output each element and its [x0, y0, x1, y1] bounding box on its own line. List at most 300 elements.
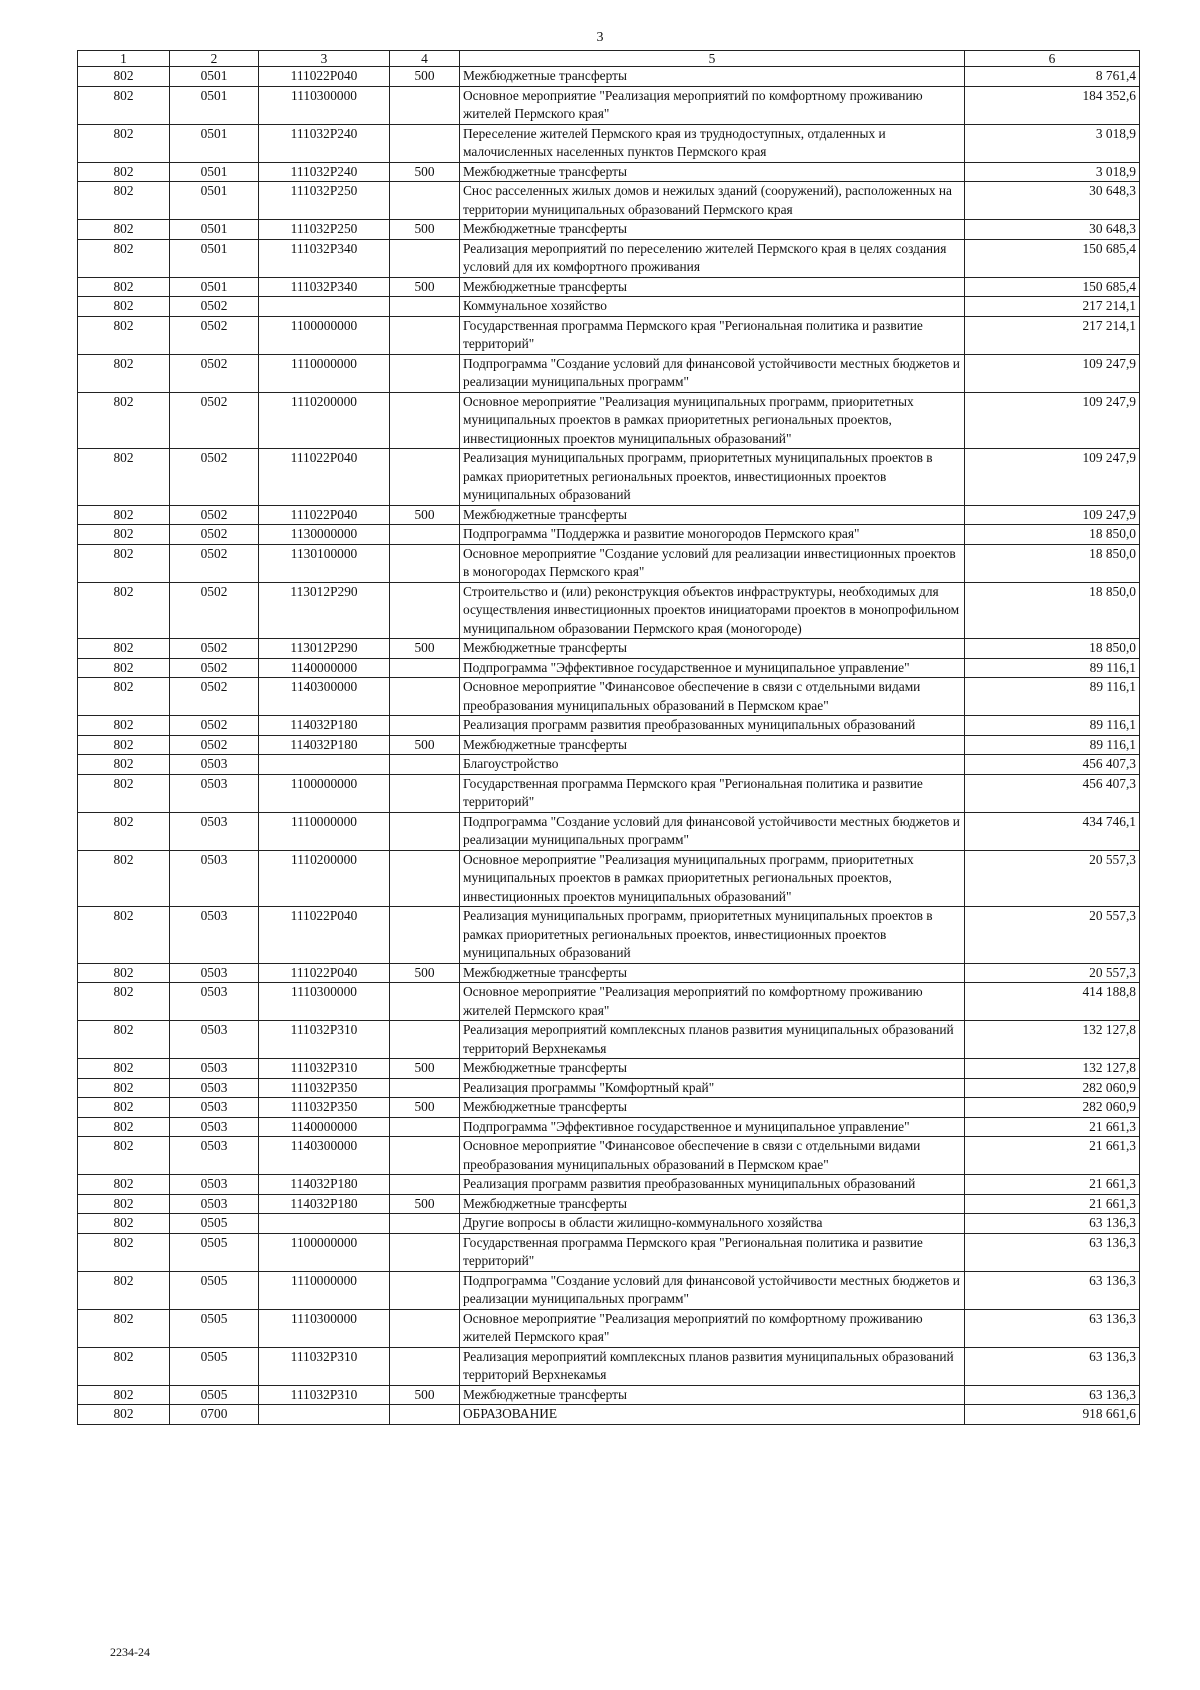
description-cell: Межбюджетные трансферты: [460, 963, 965, 983]
section-code-cell: 0505: [170, 1347, 259, 1385]
section-code-cell: 0502: [170, 678, 259, 716]
grbs-code-cell: 802: [78, 220, 170, 240]
expense-type-code-cell: 500: [390, 162, 460, 182]
expense-type-code-cell: [390, 1347, 460, 1385]
expense-type-code-cell: [390, 850, 460, 907]
table-row: [78, 525, 1140, 545]
expense-type-code-cell: [390, 582, 460, 639]
target-article-code-cell: 1140000000: [259, 658, 390, 678]
expense-type-code-cell: [390, 1078, 460, 1098]
section-code-cell: 0505: [170, 1385, 259, 1405]
expense-type-code-cell: [390, 1117, 460, 1137]
description-cell: Реализация программ развития преобразованных муниципальных образований: [460, 716, 965, 736]
grbs-code-cell: 802: [78, 1271, 170, 1309]
table-row: [78, 983, 1140, 1021]
expense-type-code-cell: [390, 544, 460, 582]
section-code-cell: 0505: [170, 1309, 259, 1347]
table-row: [78, 1194, 1140, 1214]
amount-cell: 3 018,9: [965, 124, 1140, 162]
section-code-cell: 0503: [170, 1098, 259, 1118]
grbs-code-cell: 802: [78, 1117, 170, 1137]
description-cell: Основное мероприятие "Реализация муниципальных программ, приоритетных муниципальных проектов в рамках приоритетных региональных проектов, инвестиционных проектов муниципальных образований": [460, 850, 965, 907]
expense-type-code-cell: [390, 1175, 460, 1195]
description-cell: Межбюджетные трансферты: [460, 1098, 965, 1118]
table-row: [78, 1233, 1140, 1271]
grbs-code-cell: 802: [78, 505, 170, 525]
expense-type-code-cell: [390, 678, 460, 716]
amount-cell: 132 127,8: [965, 1021, 1140, 1059]
grbs-code-cell: 802: [78, 449, 170, 506]
description-cell: Межбюджетные трансферты: [460, 277, 965, 297]
amount-cell: 8 761,4: [965, 67, 1140, 87]
expense-type-code-cell: 500: [390, 67, 460, 87]
target-article-code-cell: 1110000000: [259, 354, 390, 392]
expense-type-code-cell: [390, 297, 460, 317]
expense-type-code-cell: 500: [390, 1098, 460, 1118]
table-row: [78, 505, 1140, 525]
amount-cell: 21 661,3: [965, 1137, 1140, 1175]
grbs-code-cell: 802: [78, 1405, 170, 1425]
table-row: [78, 639, 1140, 659]
target-article-code-cell: 111032P350: [259, 1078, 390, 1098]
description-cell: Основное мероприятие "Реализация мероприятий по комфортному проживанию жителей Пермского края": [460, 983, 965, 1021]
target-article-code-cell: 111032P310: [259, 1385, 390, 1405]
amount-cell: 150 685,4: [965, 277, 1140, 297]
section-code-cell: 0501: [170, 86, 259, 124]
section-code-cell: 0501: [170, 124, 259, 162]
grbs-code-cell: 802: [78, 1385, 170, 1405]
expense-type-code-cell: [390, 1021, 460, 1059]
expense-type-code-cell: [390, 658, 460, 678]
table-row: [78, 1175, 1140, 1195]
target-article-code-cell: 111032P340: [259, 277, 390, 297]
expense-type-code-cell: [390, 239, 460, 277]
description-cell: Основное мероприятие "Финансовое обеспечение в связи с отдельными видами преобразования муниципальных образований в Пермском крае": [460, 1137, 965, 1175]
section-code-cell: 0503: [170, 1137, 259, 1175]
amount-cell: 89 116,1: [965, 658, 1140, 678]
section-code-cell: 0503: [170, 1175, 259, 1195]
grbs-code-cell: 802: [78, 1059, 170, 1079]
section-code-cell: 0502: [170, 505, 259, 525]
amount-cell: 63 136,3: [965, 1309, 1140, 1347]
description-cell: Строительство и (или) реконструкция объектов инфраструктуры, необходимых для осуществления инвестиционных проектов инициаторами проектов в монопрофильном муниципальном образовании Пермского края (моногороде): [460, 582, 965, 639]
target-article-code-cell: 114032P180: [259, 735, 390, 755]
amount-cell: 434 746,1: [965, 812, 1140, 850]
amount-cell: 132 127,8: [965, 1059, 1140, 1079]
section-code-cell: 0501: [170, 162, 259, 182]
amount-cell: 414 188,8: [965, 983, 1140, 1021]
amount-cell: 63 136,3: [965, 1214, 1140, 1234]
target-article-code-cell: 1140300000: [259, 678, 390, 716]
description-cell: Государственная программа Пермского края "Региональная политика и развитие территорий": [460, 774, 965, 812]
description-cell: Реализация мероприятий комплексных планов развития муниципальных образований территорий Верхнекамья: [460, 1347, 965, 1385]
target-article-code-cell: [259, 1214, 390, 1234]
amount-cell: 184 352,6: [965, 86, 1140, 124]
grbs-code-cell: 802: [78, 67, 170, 87]
table-row: [78, 1214, 1140, 1234]
table-row: [78, 1385, 1140, 1405]
description-cell: Подпрограмма "Создание условий для финансовой устойчивости местных бюджетов и реализации муниципальных программ": [460, 354, 965, 392]
description-cell: Основное мероприятие "Создание условий для реализации инвестиционных проектов в моногородах Пермского края": [460, 544, 965, 582]
amount-cell: 18 850,0: [965, 525, 1140, 545]
description-cell: Межбюджетные трансферты: [460, 1059, 965, 1079]
grbs-code-cell: 802: [78, 354, 170, 392]
target-article-code-cell: 111032P310: [259, 1347, 390, 1385]
target-article-code-cell: 114032P180: [259, 1194, 390, 1214]
section-code-cell: 0503: [170, 812, 259, 850]
target-article-code-cell: 111022P040: [259, 505, 390, 525]
target-article-code-cell: 111032P250: [259, 182, 390, 220]
amount-cell: 109 247,9: [965, 505, 1140, 525]
expense-type-code-cell: [390, 182, 460, 220]
section-code-cell: 0501: [170, 277, 259, 297]
description-cell: Реализация мероприятий по переселению жителей Пермского края в целях создания условий для их комфортного проживания: [460, 239, 965, 277]
grbs-code-cell: 802: [78, 755, 170, 775]
table-row: [78, 277, 1140, 297]
target-article-code-cell: 111032P350: [259, 1098, 390, 1118]
section-code-cell: 0505: [170, 1233, 259, 1271]
table-row: [78, 907, 1140, 964]
amount-cell: 63 136,3: [965, 1233, 1140, 1271]
description-cell: Межбюджетные трансферты: [460, 162, 965, 182]
target-article-code-cell: 113012P290: [259, 639, 390, 659]
section-code-cell: 0502: [170, 525, 259, 545]
amount-cell: 918 661,6: [965, 1405, 1140, 1425]
column-header-4: 4: [390, 51, 460, 67]
section-code-cell: 0502: [170, 658, 259, 678]
description-cell: Межбюджетные трансферты: [460, 735, 965, 755]
table-row: [78, 449, 1140, 506]
description-cell: Подпрограмма "Создание условий для финансовой устойчивости местных бюджетов и реализации муниципальных программ": [460, 812, 965, 850]
amount-cell: 89 116,1: [965, 716, 1140, 736]
target-article-code-cell: [259, 1405, 390, 1425]
target-article-code-cell: 111022P040: [259, 963, 390, 983]
grbs-code-cell: 802: [78, 678, 170, 716]
table-row: [78, 392, 1140, 449]
description-cell: Переселение жителей Пермского края из труднодоступных, отдаленных и малочисленных населенных пунктов Пермского края: [460, 124, 965, 162]
target-article-code-cell: 111032P250: [259, 220, 390, 240]
grbs-code-cell: 802: [78, 658, 170, 678]
description-cell: Межбюджетные трансферты: [460, 67, 965, 87]
expense-type-code-cell: [390, 86, 460, 124]
grbs-code-cell: 802: [78, 812, 170, 850]
section-code-cell: 0501: [170, 220, 259, 240]
description-cell: Межбюджетные трансферты: [460, 505, 965, 525]
expense-type-code-cell: [390, 1271, 460, 1309]
amount-cell: 89 116,1: [965, 735, 1140, 755]
description-cell: Другие вопросы в области жилищно-коммунального хозяйства: [460, 1214, 965, 1234]
target-article-code-cell: 111032P310: [259, 1021, 390, 1059]
target-article-code-cell: 111022P040: [259, 907, 390, 964]
section-code-cell: 0503: [170, 1078, 259, 1098]
table-row: [78, 162, 1140, 182]
target-article-code-cell: 1110200000: [259, 850, 390, 907]
section-code-cell: 0502: [170, 297, 259, 317]
grbs-code-cell: 802: [78, 907, 170, 964]
section-code-cell: 0502: [170, 449, 259, 506]
expense-type-code-cell: [390, 449, 460, 506]
amount-cell: 109 247,9: [965, 354, 1140, 392]
grbs-code-cell: 802: [78, 1021, 170, 1059]
description-cell: Реализация муниципальных программ, приоритетных муниципальных проектов в рамках приоритетных региональных проектов, инвестиционных проектов муниципальных образований: [460, 907, 965, 964]
description-cell: Реализация муниципальных программ, приоритетных муниципальных проектов в рамках приоритетных региональных проектов, инвестиционных проектов муниципальных образований: [460, 449, 965, 506]
expense-type-code-cell: 500: [390, 1194, 460, 1214]
section-code-cell: 0502: [170, 639, 259, 659]
target-article-code-cell: 1140300000: [259, 1137, 390, 1175]
grbs-code-cell: 802: [78, 544, 170, 582]
section-code-cell: 0502: [170, 735, 259, 755]
grbs-code-cell: 802: [78, 1233, 170, 1271]
table-row: [78, 67, 1140, 87]
description-cell: Межбюджетные трансферты: [460, 1194, 965, 1214]
table-row: [78, 658, 1140, 678]
section-code-cell: 0503: [170, 963, 259, 983]
expense-type-code-cell: [390, 525, 460, 545]
target-article-code-cell: 114032P180: [259, 1175, 390, 1195]
section-code-cell: 0501: [170, 67, 259, 87]
amount-cell: 30 648,3: [965, 220, 1140, 240]
description-cell: Межбюджетные трансферты: [460, 639, 965, 659]
table-row: [78, 1347, 1140, 1385]
expense-type-code-cell: [390, 354, 460, 392]
expense-type-code-cell: [390, 1405, 460, 1425]
table-row: [78, 963, 1140, 983]
grbs-code-cell: 802: [78, 735, 170, 755]
description-cell: Подпрограмма "Эффективное государственное и муниципальное управление": [460, 1117, 965, 1137]
description-cell: Государственная программа Пермского края "Региональная политика и развитие территорий": [460, 316, 965, 354]
table-row: [78, 1021, 1140, 1059]
target-article-code-cell: [259, 755, 390, 775]
section-code-cell: 0503: [170, 1194, 259, 1214]
grbs-code-cell: 802: [78, 316, 170, 354]
grbs-code-cell: 802: [78, 983, 170, 1021]
table-row: [78, 1309, 1140, 1347]
description-cell: Реализация программы "Комфортный край": [460, 1078, 965, 1098]
amount-cell: 150 685,4: [965, 239, 1140, 277]
section-code-cell: 0503: [170, 1059, 259, 1079]
grbs-code-cell: 802: [78, 850, 170, 907]
expense-type-code-cell: 500: [390, 1059, 460, 1079]
grbs-code-cell: 802: [78, 1347, 170, 1385]
amount-cell: 21 661,3: [965, 1117, 1140, 1137]
target-article-code-cell: 1100000000: [259, 774, 390, 812]
grbs-code-cell: 802: [78, 124, 170, 162]
section-code-cell: 0700: [170, 1405, 259, 1425]
grbs-code-cell: 802: [78, 1078, 170, 1098]
column-header-3: 3: [259, 51, 390, 67]
target-article-code-cell: 1140000000: [259, 1117, 390, 1137]
amount-cell: 18 850,0: [965, 639, 1140, 659]
expense-type-code-cell: [390, 774, 460, 812]
grbs-code-cell: 802: [78, 716, 170, 736]
table-row: [78, 239, 1140, 277]
expense-type-code-cell: [390, 716, 460, 736]
amount-cell: 282 060,9: [965, 1098, 1140, 1118]
description-cell: Подпрограмма "Эффективное государственное и муниципальное управление": [460, 658, 965, 678]
grbs-code-cell: 802: [78, 239, 170, 277]
description-cell: Основное мероприятие "Реализация муниципальных программ, приоритетных муниципальных проектов в рамках приоритетных региональных проектов, инвестиционных проектов муниципальных образований": [460, 392, 965, 449]
description-cell: Основное мероприятие "Финансовое обеспечение в связи с отдельными видами преобразования муниципальных образований в Пермском крае": [460, 678, 965, 716]
target-article-code-cell: 111022P040: [259, 67, 390, 87]
expense-type-code-cell: [390, 316, 460, 354]
table-row: [78, 124, 1140, 162]
section-code-cell: 0501: [170, 182, 259, 220]
amount-cell: 217 214,1: [965, 297, 1140, 317]
amount-cell: 18 850,0: [965, 582, 1140, 639]
description-cell: Межбюджетные трансферты: [460, 220, 965, 240]
section-code-cell: 0503: [170, 774, 259, 812]
amount-cell: 63 136,3: [965, 1347, 1140, 1385]
table-row: [78, 220, 1140, 240]
amount-cell: 217 214,1: [965, 316, 1140, 354]
grbs-code-cell: 802: [78, 639, 170, 659]
column-header-1: 1: [78, 51, 170, 67]
grbs-code-cell: 802: [78, 1309, 170, 1347]
table-row: [78, 774, 1140, 812]
grbs-code-cell: 802: [78, 1175, 170, 1195]
description-cell: Коммунальное хозяйство: [460, 297, 965, 317]
grbs-code-cell: 802: [78, 774, 170, 812]
description-cell: Благоустройство: [460, 755, 965, 775]
section-code-cell: 0503: [170, 1117, 259, 1137]
expense-type-code-cell: [390, 983, 460, 1021]
expense-type-code-cell: [390, 1137, 460, 1175]
description-cell: Государственная программа Пермского края "Региональная политика и развитие территорий": [460, 1233, 965, 1271]
description-cell: Основное мероприятие "Реализация мероприятий по комфортному проживанию жителей Пермского края": [460, 86, 965, 124]
description-cell: Основное мероприятие "Реализация мероприятий по комфортному проживанию жителей Пермского края": [460, 1309, 965, 1347]
column-header-2: 2: [170, 51, 259, 67]
section-code-cell: 0503: [170, 983, 259, 1021]
grbs-code-cell: 802: [78, 1098, 170, 1118]
description-cell: Реализация мероприятий комплексных планов развития муниципальных образований территорий Верхнекамья: [460, 1021, 965, 1059]
grbs-code-cell: 802: [78, 162, 170, 182]
target-article-code-cell: 113012P290: [259, 582, 390, 639]
page-number-text: 3: [596, 30, 604, 45]
amount-cell: 20 557,3: [965, 907, 1140, 964]
table-row: [78, 716, 1140, 736]
amount-cell: 282 060,9: [965, 1078, 1140, 1098]
target-article-code-cell: 111032P240: [259, 124, 390, 162]
section-code-cell: 0502: [170, 354, 259, 392]
expense-type-code-cell: 500: [390, 735, 460, 755]
amount-cell: 21 661,3: [965, 1194, 1140, 1214]
expense-type-code-cell: 500: [390, 220, 460, 240]
section-code-cell: 0503: [170, 907, 259, 964]
page-number: [0, 30, 1200, 46]
column-header-6: 6: [965, 51, 1140, 67]
table-row: [78, 1137, 1140, 1175]
table-row: [78, 1405, 1140, 1425]
expense-type-code-cell: [390, 1214, 460, 1234]
section-code-cell: 0502: [170, 716, 259, 736]
grbs-code-cell: 802: [78, 1214, 170, 1234]
target-article-code-cell: 1100000000: [259, 1233, 390, 1271]
budget-table: [77, 50, 1140, 1425]
target-article-code-cell: 1110300000: [259, 983, 390, 1021]
expense-type-code-cell: [390, 124, 460, 162]
expense-type-code-cell: [390, 392, 460, 449]
grbs-code-cell: 802: [78, 1137, 170, 1175]
expense-type-code-cell: [390, 1233, 460, 1271]
table-row: [78, 544, 1140, 582]
amount-cell: 3 018,9: [965, 162, 1140, 182]
amount-cell: 63 136,3: [965, 1271, 1140, 1309]
table-row: [78, 297, 1140, 317]
section-code-cell: 0502: [170, 582, 259, 639]
table-row: [78, 735, 1140, 755]
expense-type-code-cell: 500: [390, 639, 460, 659]
amount-cell: 18 850,0: [965, 544, 1140, 582]
target-article-code-cell: [259, 297, 390, 317]
amount-cell: 456 407,3: [965, 774, 1140, 812]
description-cell: Подпрограмма "Поддержка и развитие моногородов Пермского края": [460, 525, 965, 545]
description-cell: Межбюджетные трансферты: [460, 1385, 965, 1405]
grbs-code-cell: 802: [78, 392, 170, 449]
description-cell: Снос расселенных жилых домов и нежилых зданий (сооружений), расположенных на территории муниципальных образований Пермского края: [460, 182, 965, 220]
grbs-code-cell: 802: [78, 277, 170, 297]
grbs-code-cell: 802: [78, 86, 170, 124]
grbs-code-cell: 802: [78, 582, 170, 639]
table-row: [78, 1098, 1140, 1118]
section-code-cell: 0502: [170, 544, 259, 582]
table-row: [78, 316, 1140, 354]
table-row: [78, 1059, 1140, 1079]
amount-cell: 109 247,9: [965, 392, 1140, 449]
table-row: [78, 1117, 1140, 1137]
amount-cell: 20 557,3: [965, 850, 1140, 907]
amount-cell: 89 116,1: [965, 678, 1140, 716]
target-article-code-cell: 1110000000: [259, 812, 390, 850]
grbs-code-cell: 802: [78, 182, 170, 220]
table-row: [78, 812, 1140, 850]
expense-type-code-cell: [390, 907, 460, 964]
description-cell: Подпрограмма "Создание условий для финансовой устойчивости местных бюджетов и реализации муниципальных программ": [460, 1271, 965, 1309]
amount-cell: 456 407,3: [965, 755, 1140, 775]
expense-type-code-cell: [390, 1309, 460, 1347]
table-row: [78, 1271, 1140, 1309]
table-header-row: [78, 51, 1140, 67]
table-row: [78, 678, 1140, 716]
target-article-code-cell: 111032P340: [259, 239, 390, 277]
section-code-cell: 0505: [170, 1214, 259, 1234]
column-header-5: 5: [460, 51, 965, 67]
table-row: [78, 86, 1140, 124]
table-row: [78, 182, 1140, 220]
table-row: [78, 755, 1140, 775]
section-code-cell: 0503: [170, 1021, 259, 1059]
amount-cell: 20 557,3: [965, 963, 1140, 983]
target-article-code-cell: 1110000000: [259, 1271, 390, 1309]
target-article-code-cell: 1130000000: [259, 525, 390, 545]
target-article-code-cell: 1130100000: [259, 544, 390, 582]
target-article-code-cell: 114032P180: [259, 716, 390, 736]
description-cell: ОБРАЗОВАНИЕ: [460, 1405, 965, 1425]
table-row: [78, 354, 1140, 392]
amount-cell: 21 661,3: [965, 1175, 1140, 1195]
amount-cell: 30 648,3: [965, 182, 1140, 220]
description-cell: Реализация программ развития преобразованных муниципальных образований: [460, 1175, 965, 1195]
target-article-code-cell: 1110300000: [259, 86, 390, 124]
section-code-cell: 0505: [170, 1271, 259, 1309]
target-article-code-cell: 111022P040: [259, 449, 390, 506]
section-code-cell: 0503: [170, 850, 259, 907]
table-row: [78, 1078, 1140, 1098]
grbs-code-cell: 802: [78, 525, 170, 545]
expense-type-code-cell: 500: [390, 1385, 460, 1405]
table-body: [78, 67, 1140, 1425]
target-article-code-cell: 111032P240: [259, 162, 390, 182]
grbs-code-cell: 802: [78, 1194, 170, 1214]
